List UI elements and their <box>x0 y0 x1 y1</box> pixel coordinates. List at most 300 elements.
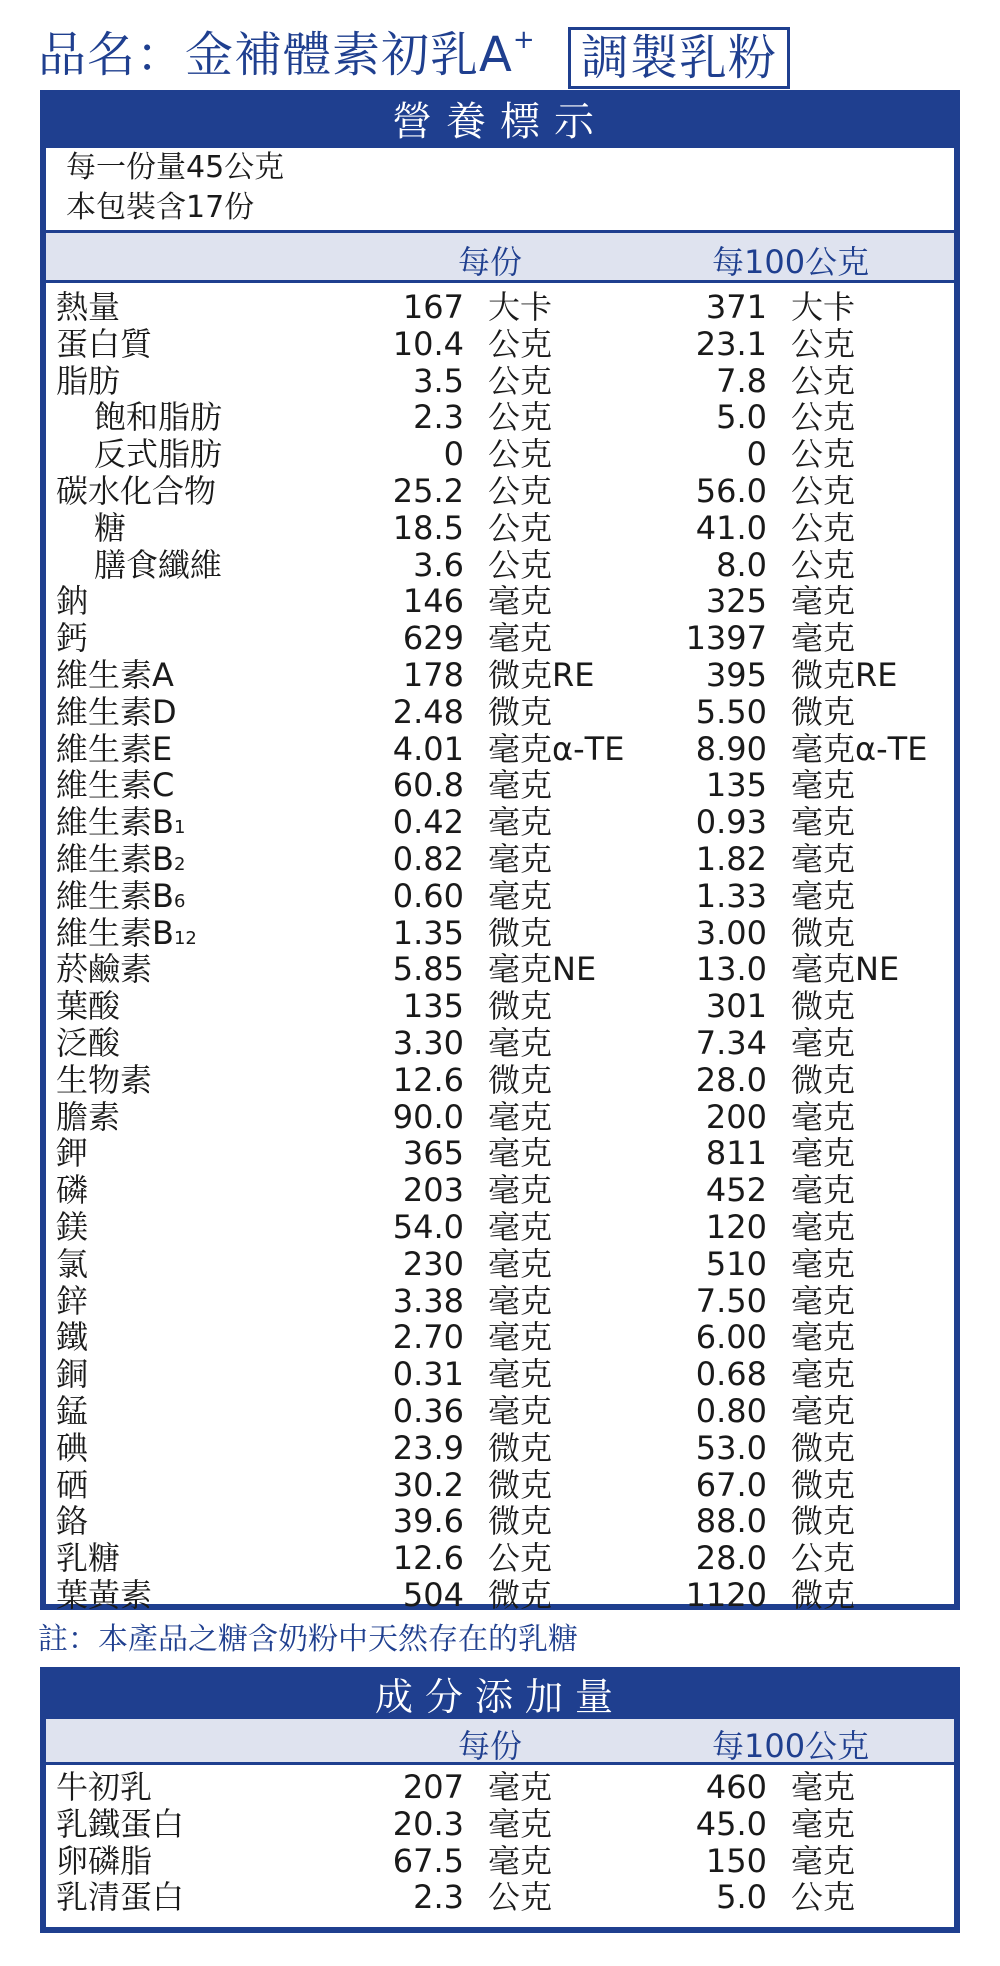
nutrient-name <box>56 1135 88 1171</box>
table-row <box>46 289 954 326</box>
unit-per-100g: 微克 <box>791 1060 856 1099</box>
nutrient-name <box>56 657 174 693</box>
nutrient-name <box>56 1393 88 1429</box>
unit-per-100g: 公克 <box>791 361 856 400</box>
nutrient-name <box>56 1356 88 1392</box>
nutrient-name <box>56 1062 152 1098</box>
value-per-100g: 28.0 <box>695 1539 767 1578</box>
unit-per-100g: 毫克 <box>791 619 856 658</box>
unit-per-serving: 毫克 <box>488 1171 553 1210</box>
unit-per-serving: 毫克 <box>488 1023 553 1062</box>
unit-per-serving: 大卡 <box>488 288 553 326</box>
value-per-serving: 23.9 <box>392 1428 464 1467</box>
nutrient-name <box>56 363 120 399</box>
nutrient-name-text: 脂肪 <box>56 361 121 400</box>
nutrient-name-text: 氯 <box>56 1244 89 1283</box>
value-per-serving: 3.38 <box>392 1281 464 1320</box>
nutrient-name-text: 飽和脂肪 <box>94 398 223 437</box>
value-per-100g: 6.00 <box>695 1318 767 1357</box>
table-row <box>46 804 954 841</box>
nutrient-name-text: 鎂 <box>56 1207 89 1246</box>
value-per-100g: 0.93 <box>695 803 767 842</box>
table-row <box>46 657 954 694</box>
unit-per-100g: 毫克 <box>791 1841 856 1880</box>
value-per-100g: 0 <box>746 435 767 474</box>
nutrient-name <box>94 399 222 435</box>
unit-per-serving: 毫克 <box>488 582 553 621</box>
nutrient-name-text: 乳鐵蛋白 <box>56 1804 185 1843</box>
unit-per-100g: 毫克 <box>791 1318 856 1357</box>
nutrient-name-text: 維生素B <box>56 839 174 878</box>
column-header-row <box>46 233 954 283</box>
nutrient-name-text: 熱量 <box>56 288 121 326</box>
unit-per-100g: 毫克 <box>791 1768 856 1806</box>
table-row <box>46 1099 954 1136</box>
value-per-serving: 12.6 <box>392 1539 464 1578</box>
value-per-100g: 5.0 <box>716 398 767 437</box>
value-per-100g: 5.50 <box>695 692 767 731</box>
table-row <box>46 1430 954 1467</box>
table-row <box>46 1209 954 1246</box>
table-row <box>46 1025 954 1062</box>
value-per-serving: 2.70 <box>392 1318 464 1357</box>
unit-per-serving: 公克 <box>488 435 553 474</box>
value-per-serving: 0.31 <box>392 1355 464 1394</box>
nutrition-facts-panel <box>40 90 960 1614</box>
unit-per-serving: 微克 <box>488 913 553 952</box>
nutrient-name-text: 銅 <box>56 1355 89 1394</box>
value-per-100g: 0.68 <box>695 1355 767 1394</box>
unit-per-serving: 毫克 <box>488 1804 553 1843</box>
unit-per-serving: 毫克 <box>488 1281 553 1320</box>
value-per-serving: 2.48 <box>392 692 464 731</box>
value-per-100g: 325 <box>705 582 767 621</box>
unit-per-serving: 微克 <box>488 1060 553 1099</box>
nutrient-name-text: 泛酸 <box>56 1023 121 1062</box>
unit-per-serving: 公克 <box>488 361 553 400</box>
unit-per-serving: 毫克 <box>488 876 553 915</box>
nutrient-name-text: 膽素 <box>56 1097 121 1136</box>
unit-per-serving: 毫克 <box>488 1768 553 1806</box>
unit-per-100g: 毫克 <box>791 1207 856 1246</box>
unit-per-100g: 公克 <box>791 508 856 547</box>
nutrient-name-text: 硒 <box>56 1465 89 1504</box>
nutrient-name <box>56 473 216 509</box>
nutrient-name <box>94 510 126 546</box>
footnote: 註：本產品之糖含奶粉中天然存在的乳糖 <box>38 1622 578 1657</box>
unit-per-100g: 毫克α-TE <box>791 729 928 768</box>
nutrient-subscript: 6 <box>173 890 186 912</box>
product-title <box>38 20 790 90</box>
unit-per-100g: 毫克 <box>791 582 856 621</box>
unit-per-100g: 毫克 <box>791 1804 856 1843</box>
nutrient-name-text: 葉黃素 <box>56 1575 153 1614</box>
unit-per-100g: 微克 <box>791 987 856 1026</box>
nutrient-name <box>56 1246 88 1282</box>
value-per-serving: 365 <box>402 1134 464 1173</box>
unit-per-100g: 公克 <box>791 435 856 474</box>
value-per-serving: 135 <box>402 987 464 1026</box>
nutrient-name-text: 生物素 <box>56 1060 153 1099</box>
unit-per-100g: 毫克 <box>791 803 856 842</box>
unit-per-100g: 毫克 <box>791 1244 856 1283</box>
nutrient-name <box>56 1025 120 1061</box>
nutrient-name-text: 碳水化合物 <box>56 471 217 510</box>
column-per-serving: 每份 <box>458 243 523 281</box>
nutrient-name <box>56 767 174 803</box>
nutrition-header: 營養標示 <box>46 96 954 148</box>
table-row <box>46 1393 954 1430</box>
unit-per-serving: 毫克NE <box>488 950 597 989</box>
value-per-serving: 30.2 <box>392 1465 464 1504</box>
nutrient-name <box>56 326 152 362</box>
unit-per-100g: 毫克 <box>791 766 856 805</box>
nutrient-name <box>56 1769 152 1805</box>
value-per-serving: 0.82 <box>392 839 464 878</box>
value-per-100g: 53.0 <box>695 1428 767 1467</box>
product-type-box: 調製乳粉 <box>568 27 790 89</box>
nutrient-name-text: 碘 <box>56 1428 89 1467</box>
nutrient-name <box>56 1806 184 1842</box>
table-row <box>46 620 954 657</box>
nutrient-name-text: 菸鹼素 <box>56 950 153 989</box>
table-row <box>46 731 954 768</box>
table-row <box>46 1769 954 1806</box>
value-per-100g: 460 <box>705 1768 767 1806</box>
unit-per-100g: 毫克 <box>791 876 856 915</box>
value-per-100g: 0.80 <box>695 1391 767 1430</box>
value-per-100g: 371 <box>705 288 767 326</box>
nutrient-name-text: 膳食纖維 <box>94 545 223 584</box>
nutrient-name <box>56 1540 120 1576</box>
nutrient-name <box>56 289 120 325</box>
unit-per-serving: 毫克 <box>488 1841 553 1880</box>
value-per-serving: 0.36 <box>392 1391 464 1430</box>
value-per-100g: 56.0 <box>695 471 767 510</box>
table-row <box>46 326 954 363</box>
nutrient-name <box>56 988 120 1024</box>
value-per-100g: 45.0 <box>695 1804 767 1843</box>
unit-per-100g: 毫克 <box>791 839 856 878</box>
nutrient-name <box>56 694 177 730</box>
unit-per-serving: 毫克α-TE <box>488 729 625 768</box>
value-per-serving: 3.6 <box>413 545 464 584</box>
unit-per-100g: 公克 <box>791 471 856 510</box>
value-per-100g: 7.50 <box>695 1281 767 1320</box>
nutrient-name-text: 維生素B <box>56 913 174 952</box>
unit-per-serving: 毫克 <box>488 1097 553 1136</box>
unit-per-100g: 毫克 <box>791 1355 856 1394</box>
value-per-serving: 20.3 <box>392 1804 464 1843</box>
unit-per-100g: 毫克 <box>791 1281 856 1320</box>
unit-per-100g: 微克 <box>791 1428 856 1467</box>
value-per-100g: 200 <box>705 1097 767 1136</box>
value-per-serving: 146 <box>402 582 464 621</box>
value-per-100g: 135 <box>705 766 767 805</box>
table-row <box>46 583 954 620</box>
additives-column-header-row <box>46 1719 954 1765</box>
unit-per-100g: 公克 <box>791 324 856 363</box>
nutrient-name <box>56 1319 88 1355</box>
nutrient-name <box>56 1283 88 1319</box>
value-per-100g: 5.0 <box>716 1878 767 1917</box>
table-row <box>46 988 954 1025</box>
value-per-serving: 504 <box>402 1575 464 1614</box>
nutrient-name-text: 維生素C <box>56 766 175 805</box>
nutrient-name <box>56 731 172 767</box>
value-per-serving: 3.5 <box>413 361 464 400</box>
unit-per-serving: 公克 <box>488 508 553 547</box>
table-row <box>46 547 954 584</box>
nutrient-name-text: 鈉 <box>56 582 89 621</box>
nutrient-subscript: 2 <box>173 853 186 875</box>
additives-header: 成分添加量 <box>46 1673 954 1719</box>
table-row <box>46 1062 954 1099</box>
product-name: 品名：金補體素初乳A <box>38 27 513 83</box>
unit-per-100g: 大卡 <box>791 288 856 326</box>
unit-per-serving: 微克 <box>488 1428 553 1467</box>
value-per-serving: 167 <box>402 288 464 326</box>
value-per-100g: 13.0 <box>695 950 767 989</box>
unit-per-serving: 微克 <box>488 1502 553 1541</box>
nutrient-name <box>56 1843 152 1879</box>
value-per-100g: 67.0 <box>695 1465 767 1504</box>
nutrient-name-text: 乳糖 <box>56 1539 121 1578</box>
nutrient-name <box>56 620 88 656</box>
table-row <box>46 399 954 436</box>
nutrient-name <box>56 1467 88 1503</box>
value-per-serving: 54.0 <box>392 1207 464 1246</box>
value-per-serving: 2.3 <box>413 398 464 437</box>
unit-per-100g: 公克 <box>791 545 856 584</box>
unit-per-serving: 毫克 <box>488 1318 553 1357</box>
unit-per-serving: 毫克 <box>488 1355 553 1394</box>
value-per-serving: 90.0 <box>392 1097 464 1136</box>
nutrient-name <box>56 1172 88 1208</box>
unit-per-serving: 公克 <box>488 324 553 363</box>
table-row <box>46 1879 954 1916</box>
value-per-serving: 10.4 <box>392 324 464 363</box>
nutrient-name-text: 葉酸 <box>56 987 121 1026</box>
nutrient-name-text: 鋅 <box>56 1281 89 1320</box>
nutrient-subscript: 1 <box>173 817 186 839</box>
unit-per-serving: 毫克 <box>488 1244 553 1283</box>
unit-per-serving: 公克 <box>488 1878 553 1917</box>
value-per-serving: 0.42 <box>392 803 464 842</box>
nutrient-name-text: 維生素B <box>56 876 174 915</box>
nutrient-name <box>56 1577 152 1613</box>
nutrient-name-text: 糖 <box>94 508 127 547</box>
nutrient-name-text: 蛋白質 <box>56 324 153 363</box>
table-row <box>46 1503 954 1540</box>
nutrient-name-text: 維生素A <box>56 655 174 694</box>
unit-per-100g: 公克 <box>791 1878 856 1917</box>
unit-per-100g: 微克 <box>791 1575 856 1614</box>
nutrient-name-text: 鐵 <box>56 1318 89 1357</box>
unit-per-serving: 毫克 <box>488 766 553 805</box>
value-per-100g: 510 <box>705 1244 767 1283</box>
nutrient-name-text: 維生素E <box>56 729 173 768</box>
unit-per-serving: 微克 <box>488 987 553 1026</box>
value-per-serving: 25.2 <box>392 471 464 510</box>
nutrient-name-text: 磷 <box>56 1171 89 1210</box>
value-per-serving: 203 <box>402 1171 464 1210</box>
value-per-100g: 150 <box>705 1841 767 1880</box>
unit-per-serving: 微克 <box>488 1465 553 1504</box>
table-row <box>46 1356 954 1393</box>
value-per-serving: 67.5 <box>392 1841 464 1880</box>
table-row <box>46 1172 954 1209</box>
nutrient-name-text: 維生素B <box>56 803 174 842</box>
column-per-100g: 每100公克 <box>712 243 870 281</box>
value-per-serving: 4.01 <box>392 729 464 768</box>
table-row <box>46 1540 954 1577</box>
value-per-serving: 207 <box>402 1768 464 1806</box>
unit-per-100g: 微克 <box>791 1502 856 1541</box>
nutrient-name <box>94 547 222 583</box>
table-row <box>46 436 954 473</box>
value-per-100g: 1.33 <box>695 876 767 915</box>
unit-per-serving: 毫克 <box>488 1134 553 1173</box>
table-row <box>46 694 954 731</box>
unit-per-100g: 微克 <box>791 692 856 731</box>
value-per-100g: 395 <box>705 655 767 694</box>
value-per-100g: 28.0 <box>695 1060 767 1099</box>
table-row <box>46 1467 954 1504</box>
serving-info <box>46 148 954 233</box>
additives-panel <box>40 1667 960 1933</box>
value-per-100g: 120 <box>705 1207 767 1246</box>
unit-per-100g: 微克RE <box>791 655 898 694</box>
value-per-100g: 41.0 <box>695 508 767 547</box>
unit-per-serving: 毫克 <box>488 839 553 878</box>
additives-column-per-serving: 每份 <box>458 1727 523 1765</box>
unit-per-serving: 毫克 <box>488 1391 553 1430</box>
nutrient-name-text: 鉀 <box>56 1134 89 1173</box>
value-per-100g: 3.00 <box>695 913 767 952</box>
unit-per-serving: 毫克 <box>488 619 553 658</box>
unit-per-100g: 微克 <box>791 913 856 952</box>
nutrient-name <box>56 1879 184 1915</box>
value-per-100g: 88.0 <box>695 1502 767 1541</box>
unit-per-serving: 公克 <box>488 471 553 510</box>
value-per-100g: 23.1 <box>695 324 767 363</box>
value-per-serving: 5.85 <box>392 950 464 989</box>
unit-per-serving: 毫克 <box>488 803 553 842</box>
unit-per-serving: 公克 <box>488 398 553 437</box>
value-per-100g: 452 <box>705 1171 767 1210</box>
table-row <box>46 1319 954 1356</box>
nutrient-name-text: 鉻 <box>56 1502 89 1541</box>
nutrient-name-text: 鈣 <box>56 619 89 658</box>
unit-per-serving: 微克 <box>488 1575 553 1614</box>
unit-per-100g: 毫克 <box>791 1171 856 1210</box>
table-row <box>46 1246 954 1283</box>
table-row <box>46 510 954 547</box>
unit-per-100g: 毫克 <box>791 1023 856 1062</box>
table-row <box>46 915 954 952</box>
nutrient-name-text: 錳 <box>56 1391 89 1430</box>
table-row <box>46 1135 954 1172</box>
serving-size: 每一份量45公克 <box>66 150 285 185</box>
unit-per-serving: 微克 <box>488 692 553 731</box>
table-row <box>46 767 954 804</box>
unit-per-100g: 毫克NE <box>791 950 900 989</box>
value-per-serving: 178 <box>402 655 464 694</box>
value-per-serving: 0 <box>443 435 464 474</box>
table-row <box>46 1283 954 1320</box>
value-per-serving: 39.6 <box>392 1502 464 1541</box>
value-per-serving: 60.8 <box>392 766 464 805</box>
nutrient-name <box>56 1503 88 1539</box>
value-per-serving: 2.3 <box>413 1878 464 1917</box>
value-per-serving: 230 <box>402 1244 464 1283</box>
unit-per-100g: 公克 <box>791 398 856 437</box>
table-row <box>46 1577 954 1614</box>
value-per-100g: 7.8 <box>716 361 767 400</box>
nutrient-name-text: 反式脂肪 <box>94 435 223 474</box>
value-per-serving: 1.35 <box>392 913 464 952</box>
unit-per-serving: 公克 <box>488 1539 553 1578</box>
table-row <box>46 878 954 915</box>
nutrient-subscript: 12 <box>173 927 197 949</box>
value-per-100g: 811 <box>705 1134 767 1173</box>
nutrient-name <box>56 951 152 987</box>
nutrient-name <box>56 1099 120 1135</box>
nutrient-name-text: 乳清蛋白 <box>56 1878 185 1917</box>
unit-per-serving: 毫克 <box>488 1207 553 1246</box>
nutrient-name <box>56 1430 88 1466</box>
value-per-100g: 8.0 <box>716 545 767 584</box>
nutrient-name-text: 卵磷脂 <box>56 1841 153 1880</box>
unit-per-100g: 公克 <box>791 1539 856 1578</box>
nutrient-name <box>56 1209 88 1245</box>
value-per-serving: 3.30 <box>392 1023 464 1062</box>
nutrient-name <box>56 583 88 619</box>
nutrient-name-text: 維生素D <box>56 692 177 731</box>
value-per-serving: 12.6 <box>392 1060 464 1099</box>
table-row <box>46 1843 954 1880</box>
value-per-serving: 629 <box>402 619 464 658</box>
value-per-serving: 18.5 <box>392 508 464 547</box>
unit-per-100g: 毫克 <box>791 1391 856 1430</box>
unit-per-100g: 毫克 <box>791 1097 856 1136</box>
table-row <box>46 363 954 400</box>
value-per-100g: 1.82 <box>695 839 767 878</box>
nutrient-name-text: 牛初乳 <box>56 1768 153 1806</box>
value-per-100g: 8.90 <box>695 729 767 768</box>
additives-column-per-100g: 每100公克 <box>712 1727 870 1765</box>
value-per-100g: 1120 <box>685 1575 767 1614</box>
table-row <box>46 1806 954 1843</box>
value-per-serving: 0.60 <box>392 876 464 915</box>
table-row <box>46 473 954 510</box>
unit-per-serving: 微克RE <box>488 655 595 694</box>
nutrition-rows <box>46 283 954 1614</box>
table-row <box>46 841 954 878</box>
unit-per-serving: 公克 <box>488 545 553 584</box>
servings-per-pack: 本包裝含17份 <box>66 190 255 225</box>
value-per-100g: 7.34 <box>695 1023 767 1062</box>
nutrient-name <box>94 436 222 472</box>
value-per-100g: 301 <box>705 987 767 1026</box>
table-row <box>46 951 954 988</box>
value-per-100g: 1397 <box>685 619 767 658</box>
unit-per-100g: 微克 <box>791 1465 856 1504</box>
additive-rows <box>46 1765 954 1916</box>
product-name-superscript: + <box>512 25 536 55</box>
unit-per-100g: 毫克 <box>791 1134 856 1173</box>
